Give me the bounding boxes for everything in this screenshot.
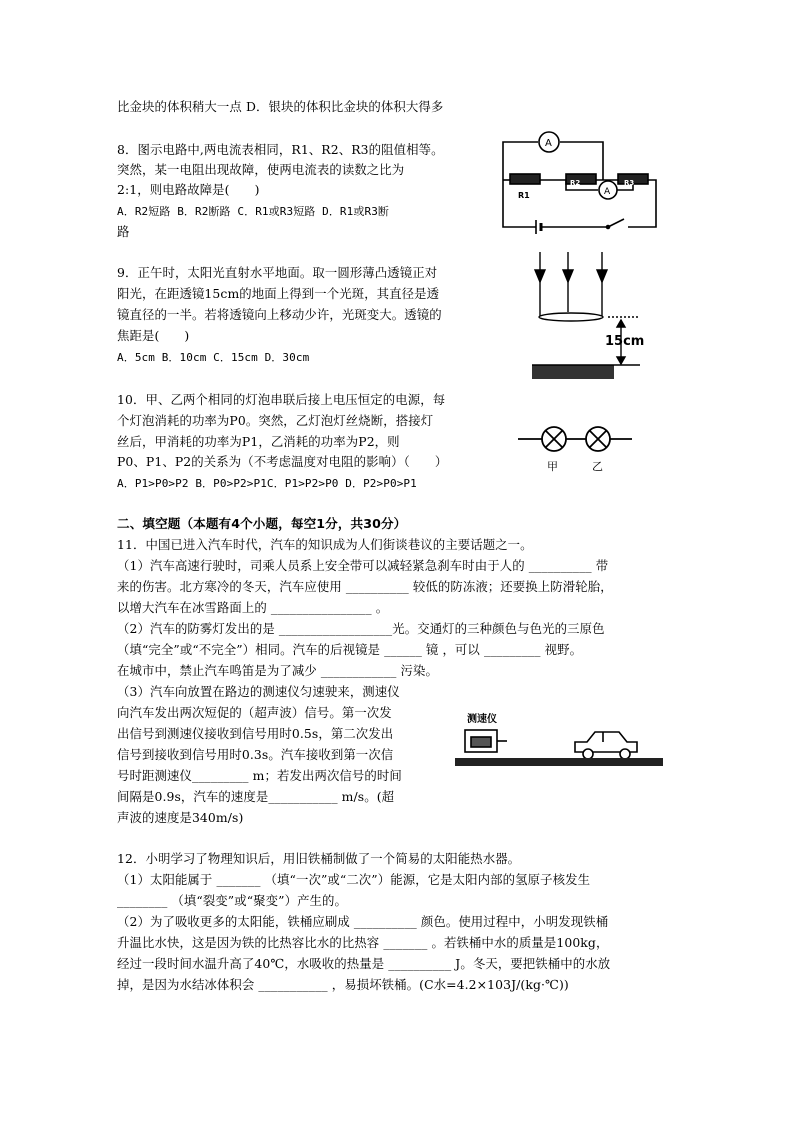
q9-stem-line-3: 镜直径的一半。若将透镜向上移动少许，光斑变大。透镜的 xyxy=(117,307,442,322)
q11-part2-line-1: （2）汽车的防雾灯发出的是 __________________光。交通灯的三种颜色与色光的三原色 xyxy=(117,621,605,636)
q11-part3-line-5: 号时距测速仪_________ m；若发出两次信号的时间 xyxy=(117,768,402,783)
ammeter-top-label: A xyxy=(545,138,552,149)
q11-part3-line-6: 间隔是0.9s，汽车的速度是___________ m/s。(超 xyxy=(117,789,395,804)
distance-label: 15cm xyxy=(605,334,645,349)
q11-intro: 11．中国已进入汽车时代，汽车的知识成为人们街谈巷议的主要话题之一。 xyxy=(117,537,533,552)
q8-stem-line-2: 突然，某一电阻出现故障，使两电流表的读数之比为 xyxy=(117,162,405,177)
q7-option-line: 比金块的体积稍大一点 D．银块的体积比金块的体积大得多 xyxy=(117,99,444,114)
ground xyxy=(532,365,614,379)
q11-speed-meter-diagram xyxy=(455,700,663,772)
road xyxy=(455,758,663,766)
q9-stem-line-1: 9．正午时，太阳光直射水平地面。取一圆形薄凸透镜正对 xyxy=(117,265,438,280)
q9-stem-line-2: 阳光，在距透镜15cm的地面上得到一个光斑，其直径是透 xyxy=(117,286,440,301)
q12-part2-line-1: （2）为了吸收更多的太阳能，铁桶应刷成 __________ 颜色。使用过程中，小明发现铁桶 xyxy=(117,914,609,929)
q11-part1-line-1: （1）汽车高速行驶时，司乘人员系上安全带可以减轻紧急刹车时由于人的 __________ 带 xyxy=(117,558,609,573)
lamp-jia-label: 甲 xyxy=(547,460,558,473)
resistor-r1 xyxy=(510,174,540,184)
q10-stem-line-2: 个灯泡消耗的功率为P0。突然，乙灯泡灯丝烧断，搭接灯 xyxy=(117,413,434,428)
q10-stem-line-4: P0、P1、P2的关系为（不考虑温度对电阻的影响）（ ） xyxy=(117,454,448,469)
lamp-yi-label: 乙 xyxy=(592,460,603,473)
q10-stem-line-3: 丝后，甲消耗的功率为P1，乙消耗的功率为P2，则 xyxy=(117,434,400,449)
convex-lens xyxy=(539,313,603,321)
q11-part3-line-4: 信号到接收到信号用时0.3s。汽车接收到第一次信 xyxy=(117,747,394,762)
q9-stem-line-4: 焦距是( ) xyxy=(117,328,190,343)
q12-part1-line-1: （1）太阳能属于 _______ （填“一次”或“二次”）能源，它是太阳内部的氢原子核发生 xyxy=(117,872,591,887)
q12-part2-line-2: 升温比水快，这是因为铁的比热容比水的比热容 _______ 。若铁桶中水的质量是100kg， xyxy=(117,935,609,950)
section-2-heading: 二、填空题（本题有4个小题，每空1分，共30分） xyxy=(117,516,407,531)
q10-stem-line-1: 10．甲、乙两个相同的灯泡串联后接上电压恒定的电源，每 xyxy=(117,392,446,407)
q10-options: A．P1>P0>P2 B．P0>P2>P1C．P1>P2>P0 D．P2>P0>P1 xyxy=(117,477,417,490)
ammeter-bottom-label: A xyxy=(604,187,611,197)
q11-part3-line-3: 出信号到测速仪接收到信号用时0.5s，第二次发出 xyxy=(117,726,394,741)
q11-part1-line-3: 以增大汽车在冰雪路面上的 ________________ 。 xyxy=(117,600,389,615)
r2-label: R2 xyxy=(570,179,581,187)
q11-part2-line-2: （填“完全”或“不完全”）相同。汽车的后视镜是 ______ 镜 ，可以 _________ 视野。 xyxy=(117,642,583,657)
r3-label: R3 xyxy=(624,179,635,187)
q9-lens-diagram xyxy=(528,248,648,386)
q12-part2-line-4: 掉，是因为水结冰体积会 ___________ ，易损坏铁桶。(C水=4.2×103J/(kg·℃)) xyxy=(117,977,569,992)
q12-intro: 12．小明学习了物理知识后，用旧铁桶制做了一个简易的太阳能热水器。 xyxy=(117,851,521,866)
q11-part3-line-7: 声波的速度是340m/s) xyxy=(117,810,244,825)
q12-part1-line-2: ________ （填“裂变”或“聚变”）产生的。 xyxy=(117,893,348,908)
q12-part2-line-3: 经过一段时间水温升高了40℃，水吸收的热量是 __________ J。冬天，要把铁桶中的水放 xyxy=(117,956,611,971)
speed-meter-label: 测速仪 xyxy=(467,714,497,725)
q8-options: A．R2短路 B．R2断路 C．R1或R3短路 D．R1或R3断 xyxy=(117,205,390,218)
q8-options-wrap: 路 xyxy=(117,224,130,239)
q8-stem-line-1: 8．图示电路中,两电流表相同，R1、R2、R3的阻值相等。 xyxy=(117,142,444,157)
q10-lamps-diagram xyxy=(516,425,636,475)
r1-label: R1 xyxy=(518,191,530,200)
q8-circuit-diagram xyxy=(498,130,660,235)
q8-stem-line-3: 2:1，则电路故障是( ) xyxy=(117,182,260,197)
q11-part3-line-2: 向汽车发出两次短促的（超声波）信号。第一次发 xyxy=(117,705,392,720)
q11-part2-line-3: 在城市中，禁止汽车鸣笛是为了减少 ____________ 污染。 xyxy=(117,663,438,678)
q9-options: A．5cm B．10cm C．15cm D．30cm xyxy=(117,351,310,364)
q11-part1-line-2: 来的伤害。北方寒冷的冬天，汽车应使用 __________ 较低的防冻液；还要换上防滑轮胎， xyxy=(117,579,613,594)
q11-part3-line-1: （3）汽车向放置在路边的测速仪匀速驶来，测速仪 xyxy=(117,684,400,699)
